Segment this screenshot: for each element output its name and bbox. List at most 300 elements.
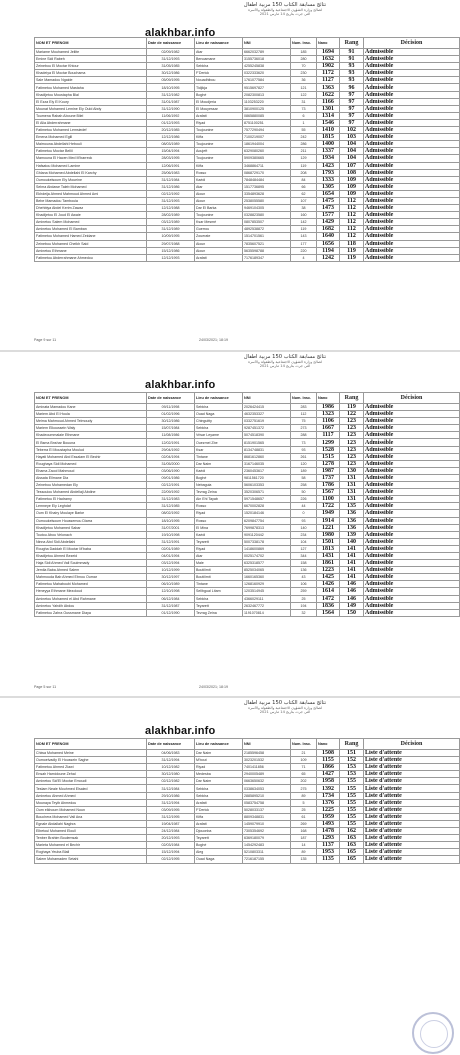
column-header: Date de naissance xyxy=(147,393,195,404)
table-cell: 12/12/1986 xyxy=(147,134,195,141)
table-row xyxy=(35,835,460,842)
table-cell: 3354893628 xyxy=(243,190,291,197)
table-cell: Admissible xyxy=(364,503,460,510)
table-cell: 1508 xyxy=(317,750,340,757)
table-cell: Egnale Abdallahi Naghra xyxy=(35,820,147,827)
table-cell: 1520184146 xyxy=(243,510,291,517)
table-cell: Toutou Abou Velonach xyxy=(35,531,147,538)
table-cell: Admissible xyxy=(364,446,460,453)
table-cell: Ehama Zaool Mahmoud xyxy=(35,467,147,474)
table-cell: Liste d'attente xyxy=(364,813,460,820)
table-cell: Admissible xyxy=(364,84,460,91)
table-cell: Dar El Barka xyxy=(195,205,243,212)
table-cell: 73 xyxy=(291,439,317,446)
table-row xyxy=(35,842,460,849)
table-cell: Admissible xyxy=(364,190,460,197)
table-cell: Ksar xyxy=(195,446,243,453)
table-row xyxy=(35,828,460,835)
table-cell: 123 xyxy=(340,418,364,425)
table-cell: 89 xyxy=(291,792,317,799)
table-cell: Admissible xyxy=(364,219,460,226)
table-cell: El Bsma Bnshar Bouuna xyxy=(35,439,147,446)
table-cell: 29/04/1992 xyxy=(147,446,195,453)
table-cell: 1429 xyxy=(317,219,340,226)
table-row xyxy=(35,254,460,261)
column-header: Rang xyxy=(340,393,364,404)
table-cell: 1117 xyxy=(317,432,340,439)
table-cell: Tidjikja xyxy=(195,84,243,91)
table-cell: Admissible xyxy=(364,552,460,559)
results-table xyxy=(34,37,460,262)
table-cell: 141 xyxy=(340,545,364,552)
table-cell: 1172 xyxy=(317,70,340,77)
table-cell: Roghaya Yeuba Blall xyxy=(35,849,147,856)
table-cell: Atar xyxy=(195,183,243,190)
table-cell: 02/03/1984 xyxy=(147,842,195,849)
table-cell: 8751100251 xyxy=(243,119,291,126)
table-cell: 141 xyxy=(340,560,364,567)
table-cell: 55 xyxy=(291,127,317,134)
table-cell: 8525034065 xyxy=(243,567,291,574)
table-cell: Admissible xyxy=(364,77,460,84)
table-cell: 1656 xyxy=(317,240,340,247)
table-cell: 03/12/1989 xyxy=(147,219,195,226)
table-cell: Admissible xyxy=(364,155,460,162)
table-cell: 15/12/1994 xyxy=(147,849,195,856)
table-cell: 12/12/1988 xyxy=(147,205,195,212)
table-row xyxy=(35,764,460,771)
table-cell: 10/09/1995 xyxy=(147,233,195,240)
table-cell: 5 xyxy=(291,799,317,806)
table-cell: 2940005489 xyxy=(243,771,291,778)
table-row xyxy=(35,595,460,602)
table-cell: Admissible xyxy=(364,524,460,531)
table-cell: Ksar Mesmé xyxy=(195,219,243,226)
table-cell: 122 xyxy=(340,411,364,418)
table-cell: 131 xyxy=(340,474,364,481)
table-row xyxy=(35,609,460,616)
table-cell: Toujounine xyxy=(195,155,243,162)
table-cell: Aminetou Sid'El Moctar Emoudi xyxy=(35,778,147,785)
table-cell: 71 xyxy=(291,764,317,771)
table-cell: 31/12/1994 xyxy=(147,799,195,806)
table-cell: Jemila Baba Ahmed Salem xyxy=(35,567,147,574)
table-cell: 5028033137 xyxy=(243,806,291,813)
table-cell: 112 xyxy=(291,411,317,418)
table-cell: Sebkha xyxy=(195,792,243,799)
table-cell: 1301 xyxy=(317,105,340,112)
table-row xyxy=(35,84,460,91)
table-cell: 7699878313 xyxy=(243,524,291,531)
table-cell: Tevrag Zeina xyxy=(195,489,243,496)
table-cell: Mariame Mouhamed Jeilite xyxy=(35,49,147,56)
table-cell: Admissible xyxy=(364,56,460,63)
table-cell: 0865880085 xyxy=(243,112,291,119)
table-cell: Liste d'attente xyxy=(364,849,460,856)
table-cell: 65 xyxy=(291,771,317,778)
table-cell: Toujounine xyxy=(195,141,243,148)
table-cell: 0328823580 xyxy=(243,212,291,219)
table-cell: 288 xyxy=(291,432,317,439)
table-cell: 04/06/1983 xyxy=(147,750,195,757)
table-cell: 1203514945 xyxy=(243,588,291,595)
table-cell: Aissata Ellmane Dia xyxy=(35,474,147,481)
table-cell: 155 xyxy=(340,813,364,820)
page-header xyxy=(0,0,460,37)
table-cell: Hafsatou Mohamed Lamine xyxy=(35,162,147,169)
table-cell: 1242 xyxy=(317,254,340,261)
arabic-date: التي جرت بتاريخ 14 مارس 2021 xyxy=(259,12,311,16)
table-cell: 1813 xyxy=(317,545,340,552)
table-cell: Admissible xyxy=(364,439,460,446)
table-cell: 211 xyxy=(291,148,317,155)
table-cell: 163 xyxy=(340,842,364,849)
results-table xyxy=(34,392,460,617)
table-cell: Toumena Rabah Aboune Bilel xyxy=(35,112,147,119)
table-cell: 12/10/1998 xyxy=(147,588,195,595)
table-cell: 3023201532 xyxy=(243,757,291,764)
table-cell: Arafatt xyxy=(195,112,243,119)
table-cell: Oum elkhoum Mohamed Noun xyxy=(35,806,147,813)
table-cell: Mounat Mohamed Lemine Ely Ould Abdy xyxy=(35,105,147,112)
table-cell: 1761077584 xyxy=(243,77,291,84)
table-cell: 1392 xyxy=(317,785,340,792)
table-cell: 1410 xyxy=(317,127,340,134)
table-cell: 123 xyxy=(340,432,364,439)
table-cell: 123 xyxy=(340,453,364,460)
table-cell: 103 xyxy=(340,134,364,141)
table-cell: 31/05/2000 xyxy=(147,460,195,467)
table-cell: Dar Naim xyxy=(195,778,243,785)
table-cell: Admissible xyxy=(364,538,460,545)
table-cell: 1475 xyxy=(317,197,340,204)
table-cell: 02/01/1989 xyxy=(147,545,195,552)
table-row xyxy=(35,439,460,446)
table-row xyxy=(35,602,460,609)
table-row xyxy=(35,176,460,183)
column-header: Num. Insc. xyxy=(291,393,317,404)
table-cell: 91 xyxy=(340,56,364,63)
table-cell: 127 xyxy=(291,545,317,552)
table-cell: 7577290494 xyxy=(243,127,291,134)
table-cell: 152 xyxy=(340,757,364,764)
table-cell: 1223 xyxy=(317,567,340,574)
table-cell: 1986 xyxy=(317,404,340,411)
table-cell: 19/10/1998 xyxy=(147,531,195,538)
table-row xyxy=(35,169,460,176)
table-cell: 31/12/1984 xyxy=(147,785,195,792)
table-cell: 153 xyxy=(340,764,364,771)
table-row xyxy=(35,112,460,119)
table-cell: Admissible xyxy=(364,560,460,567)
table-cell: Admissible xyxy=(364,169,460,176)
table-cell: Maimouna Abdellahi Hebouli xyxy=(35,141,147,148)
table-cell: 123 xyxy=(340,446,364,453)
page-header xyxy=(0,698,460,735)
table-cell: 123 xyxy=(340,460,364,467)
table-cell: 2885895210 xyxy=(243,792,291,799)
table-cell: 05/09/1995 xyxy=(147,77,195,84)
table-cell: 5210803311 xyxy=(243,849,291,856)
table-cell: 03/06/1990 xyxy=(147,467,195,474)
table-cell: 25 xyxy=(291,595,317,602)
table-cell: 140 xyxy=(340,538,364,545)
table-cell: 02/04/1994 xyxy=(147,453,195,460)
table-cell: Boghé xyxy=(195,474,243,481)
table-row xyxy=(35,856,460,863)
table-cell: Admissible xyxy=(364,567,460,574)
table-cell: 3155736018 xyxy=(243,56,291,63)
table-cell: 136 xyxy=(340,510,364,517)
table-cell: 3468864711 xyxy=(243,162,291,169)
column-header: NNI xyxy=(243,739,291,750)
table-cell: Ekhdeija Ahmed Mahmoud Ahmed Ami xyxy=(35,190,147,197)
table-cell: Admissible xyxy=(364,226,460,233)
table-cell: 1640 xyxy=(317,233,340,240)
table-cell: Sebkha xyxy=(195,785,243,792)
table-row xyxy=(35,49,460,56)
table-cell: 31/12/1987 xyxy=(147,602,195,609)
table-cell: Sebkha xyxy=(195,63,243,70)
table-cell: 119 xyxy=(340,404,364,411)
table-cell: 11/06/1992 xyxy=(147,112,195,119)
table-cell: Liste d'attente xyxy=(364,799,460,806)
table-cell: 36 xyxy=(291,77,317,84)
table-cell: 93 xyxy=(340,70,364,77)
table-row xyxy=(35,119,460,126)
table-cell: 9515697827 xyxy=(243,84,291,91)
table-cell: 7835607521 xyxy=(243,240,291,247)
table-cell: Teslam Neaie Mouhmed Elsaied xyxy=(35,785,147,792)
table-cell: 109 xyxy=(340,183,364,190)
table-cell: 93 xyxy=(291,517,317,524)
table-cell: Aminetou Mohamed El Bamban xyxy=(35,226,147,233)
table-cell: Zeinebou Mohamedan Ely xyxy=(35,482,147,489)
table-cell: Admissible xyxy=(364,63,460,70)
table-cell: 08/03/1989 xyxy=(147,141,195,148)
table-cell: 202 xyxy=(291,778,317,785)
table-cell: Salem Mohamaden Setahi xyxy=(35,856,147,863)
table-cell: Fatimetou Ahmed Ziawi xyxy=(35,764,147,771)
site-brand: alakhbar.info xyxy=(145,379,216,391)
table-row xyxy=(35,98,460,105)
table-cell: 1793 xyxy=(317,169,340,176)
table-cell: 4 xyxy=(291,254,317,261)
table-cell: Boutilimit xyxy=(195,567,243,574)
table-row xyxy=(35,247,460,254)
table-row xyxy=(35,474,460,481)
table-cell: Aminetou Salem Mohamed xyxy=(35,219,147,226)
table-cell: Liste d'attente xyxy=(364,785,460,792)
table-cell: 31/12/1991 xyxy=(147,538,195,545)
table-cell: 08/02/1992 xyxy=(147,510,195,517)
table-cell: Aioun xyxy=(195,240,243,247)
table-cell: 104 xyxy=(340,155,364,162)
table-cell: Kaédi xyxy=(195,467,243,474)
table-header-row xyxy=(35,38,460,49)
table-cell: 106 xyxy=(291,581,317,588)
table-cell: Ain Ehl Tayab xyxy=(195,496,243,503)
table-cell: 6209847754 xyxy=(243,517,291,524)
table-cell: Oum El Khairy Moulaye Barke xyxy=(35,510,147,517)
table-cell: 160 xyxy=(291,212,317,219)
table-cell: 155 xyxy=(340,820,364,827)
table-cell: 09/01/1986 xyxy=(147,474,195,481)
table-cell: Marieta Mohamed el Bechir xyxy=(35,842,147,849)
table-row xyxy=(35,750,460,757)
table-cell: 1473 xyxy=(317,205,340,212)
table-cell: 141 xyxy=(340,574,364,581)
table-cell: 97 xyxy=(340,98,364,105)
table-cell: Admissible xyxy=(364,197,460,204)
arabic-title-block xyxy=(210,700,360,714)
table-cell: Elbetoul Mohamed Eloull xyxy=(35,828,147,835)
table-cell: 129 xyxy=(291,155,317,162)
table-cell: Admissible xyxy=(364,176,460,183)
table-cell: 89 xyxy=(291,849,317,856)
table-cell: 31/07/2001 xyxy=(147,524,195,531)
table-row xyxy=(35,757,460,764)
table-cell: 0322333620 xyxy=(243,70,291,77)
table-cell: 97 xyxy=(340,105,364,112)
table-cell: 1431 xyxy=(317,552,340,559)
table-cell: Liste d'attente xyxy=(364,820,460,827)
table-cell: 5074518390 xyxy=(243,432,291,439)
table-cell: 96 xyxy=(340,84,364,91)
table-cell: 104 xyxy=(291,538,317,545)
table-cell: Oumoukelsoum Ely Moueine xyxy=(35,176,147,183)
table-cell: Admissible xyxy=(364,105,460,112)
results-page-waitlist xyxy=(0,698,460,1055)
table-cell: 2632467772 xyxy=(243,602,291,609)
table-cell: 8134748831 xyxy=(243,446,291,453)
table-cell: 131 xyxy=(340,496,364,503)
table-cell: 1268160929 xyxy=(243,581,291,588)
table-cell: 31/12/1986 xyxy=(147,183,195,190)
table-cell: Ninna Abd Sidi Abdellahi xyxy=(35,538,147,545)
table-cell: Ouezmel Zbe xyxy=(195,439,243,446)
table-cell: 162 xyxy=(340,828,364,835)
table-row xyxy=(35,503,460,510)
table-cell: 1426 xyxy=(317,581,340,588)
table-cell: Riyad xyxy=(195,119,243,126)
table-cell: 06/12/1984 xyxy=(147,595,195,602)
table-cell: Ghlana Mohamed Abdellahi El Karchy xyxy=(35,169,147,176)
table-cell: Admissible xyxy=(364,425,460,432)
table-cell: Aioun xyxy=(195,247,243,254)
table-cell: 1100 xyxy=(317,496,340,503)
table-cell: 2185596458 xyxy=(243,750,291,757)
table-cell: 123 xyxy=(340,439,364,446)
table-row xyxy=(35,233,460,240)
table-row xyxy=(35,560,460,567)
table-cell: Teyarett xyxy=(195,602,243,609)
table-cell: Admissible xyxy=(364,609,460,616)
table-cell: Zeinebou El Moctar Khtour xyxy=(35,63,147,70)
table-cell: 5635598788 xyxy=(243,247,291,254)
table-cell: 142 xyxy=(291,219,317,226)
table-cell: Kiffa xyxy=(195,134,243,141)
table-cell: Chinguitty xyxy=(195,418,243,425)
table-cell: Admissible xyxy=(364,49,460,56)
table-cell: 1614 xyxy=(317,588,340,595)
arabic-title-block xyxy=(210,2,360,16)
table-cell: 234 xyxy=(291,531,317,538)
table-cell: F'Derick xyxy=(195,806,243,813)
table-cell: Zeinebou Mohamed Cheikh Said xyxy=(35,240,147,247)
table-cell: 66 xyxy=(291,183,317,190)
table-cell: Riyad xyxy=(195,764,243,771)
table-row xyxy=(35,91,460,98)
table-cell: Aminata Mamadou Kane xyxy=(35,404,147,411)
table-cell: 1454292483 xyxy=(243,842,291,849)
table-cell: 6670002828 xyxy=(243,503,291,510)
table-cell: 1567 xyxy=(317,489,340,496)
table-cell: El Ezza Ely El Koury xyxy=(35,98,147,105)
table-cell: Admissible xyxy=(364,467,460,474)
table-cell: 4255245838 xyxy=(243,63,291,70)
table-cell: Kiffa xyxy=(195,162,243,169)
table-row xyxy=(35,453,460,460)
site-brand: alakhbar.info xyxy=(145,725,216,737)
table-cell: 5007338178 xyxy=(243,538,291,545)
table-cell: 31/12/1989 xyxy=(147,226,195,233)
table-cell: 1478 xyxy=(317,828,340,835)
table-cell: 3520306571 xyxy=(243,489,291,496)
table-row xyxy=(35,432,460,439)
table-cell: 1914 xyxy=(317,517,340,524)
table-cell: Riyad xyxy=(195,545,243,552)
table-cell: 261 xyxy=(291,453,317,460)
table-cell: Admissible xyxy=(364,517,460,524)
table-cell: 104 xyxy=(340,141,364,148)
table-cell: 7100219007 xyxy=(243,134,291,141)
column-header: Lieu de naissance xyxy=(195,38,243,49)
table-cell: Hayati Mohamed Abd Essalam El Bechir xyxy=(35,453,147,460)
table-cell: 1902 xyxy=(317,63,340,70)
table-cell: 122 xyxy=(291,91,317,98)
table-cell: Fatimetou Mohamed Hamed Zeidane xyxy=(35,233,147,240)
table-cell: 136 xyxy=(340,524,364,531)
results-table xyxy=(34,738,460,864)
table-cell: 28/03/1995 xyxy=(147,155,195,162)
table-cell: 7305354692 xyxy=(243,828,291,835)
table-cell: Admissible xyxy=(364,588,460,595)
table-cell: 0583754758 xyxy=(243,799,291,806)
table-cell: Sebkha xyxy=(195,595,243,602)
table-cell: Admissible xyxy=(364,127,460,134)
table-cell: 32 xyxy=(291,609,317,616)
table-cell: 02/12/1995 xyxy=(147,856,195,863)
table-row xyxy=(35,212,460,219)
table-cell: 93 xyxy=(291,446,317,453)
column-header: Décision xyxy=(364,393,460,404)
table-cell: 70 xyxy=(291,63,317,70)
table-cell: Khadijetou El Joud El Awaie xyxy=(35,212,147,219)
table-cell: 119 xyxy=(340,254,364,261)
table-cell: Dar Naim xyxy=(195,750,243,757)
table-cell: 155 xyxy=(340,778,364,785)
table-cell: 123 xyxy=(340,425,364,432)
table-cell: 112 xyxy=(340,205,364,212)
table-row xyxy=(35,240,460,247)
table-cell: 6325318577 xyxy=(243,560,291,567)
table-cell: Khadijetou Ahmed Bezeid xyxy=(35,552,147,559)
table-cell: 1722 xyxy=(317,503,340,510)
table-cell: Arafatt xyxy=(195,799,243,806)
table-row xyxy=(35,219,460,226)
table-cell: 259 xyxy=(291,588,317,595)
